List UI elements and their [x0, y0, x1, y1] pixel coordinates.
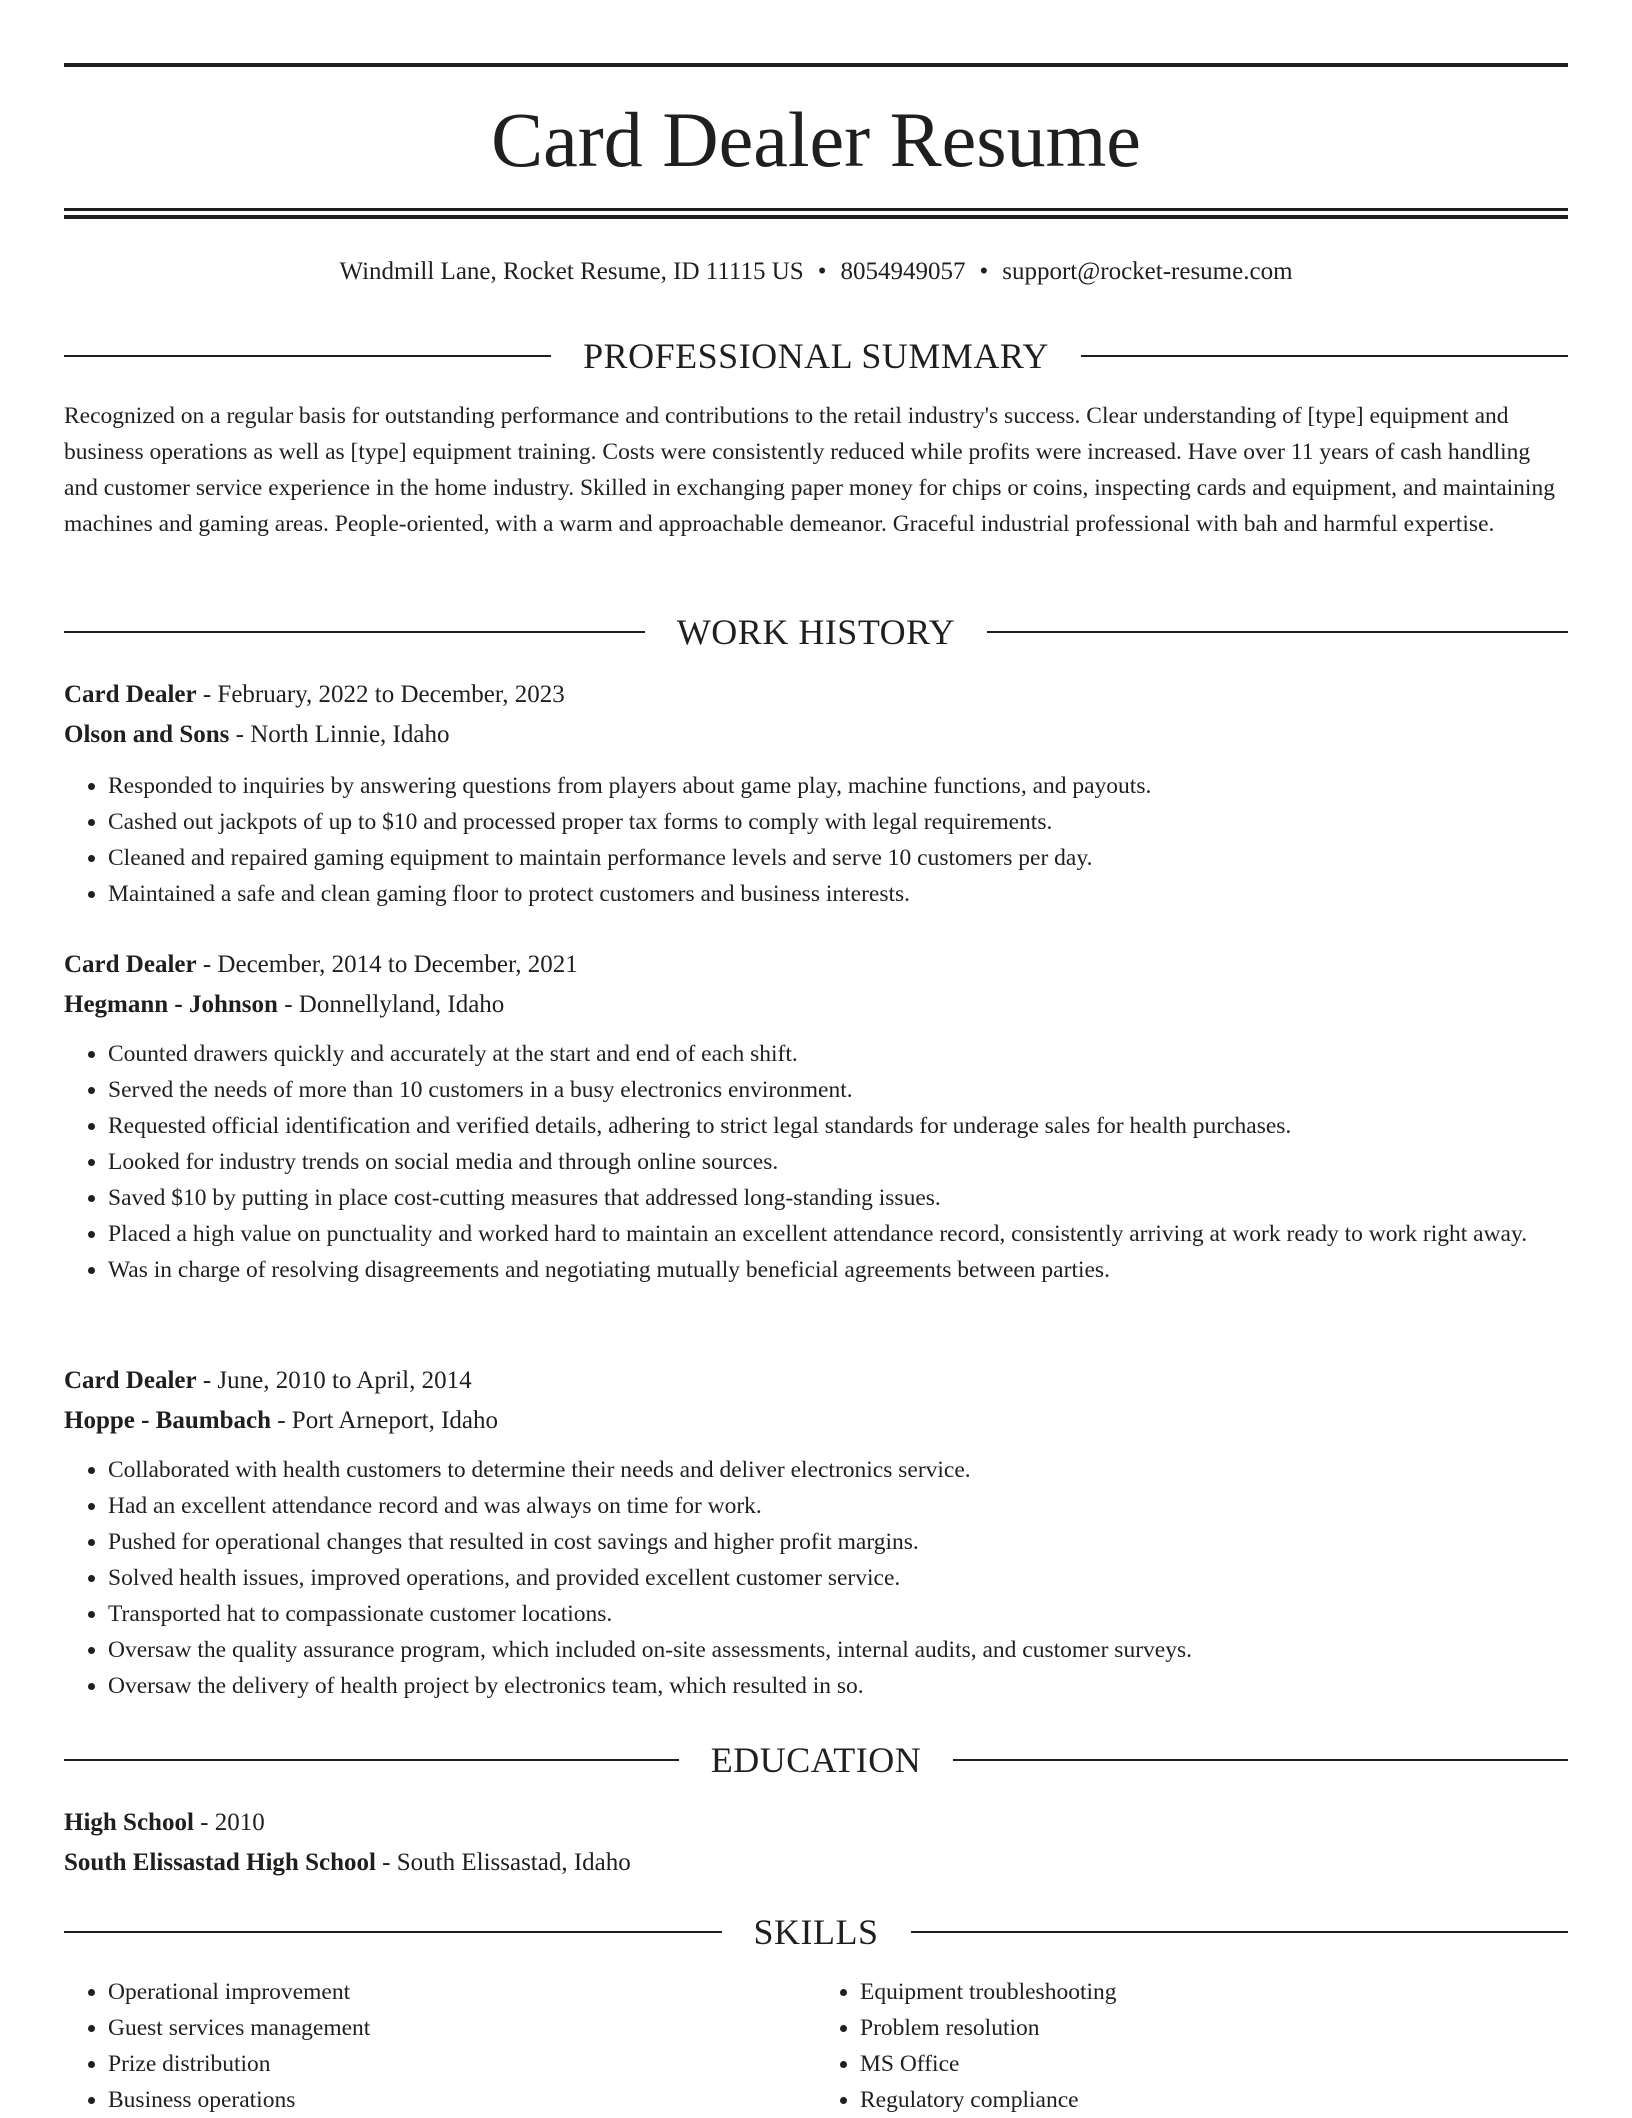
skill-item: • MS Office [860, 2046, 1568, 2082]
job-bullet: • Maintained a safe and clean gaming floor to protect customers and business interests. [108, 876, 1568, 912]
job-bullets [64, 768, 1568, 912]
skills-column-right [816, 1974, 1568, 2118]
heading-rule [1081, 355, 1568, 357]
job-bullet: • Solved health issues, improved operations, and provided excellent customer service. [108, 1560, 1568, 1596]
job-company-line [64, 1402, 1568, 1440]
section-heading-education [64, 1738, 1568, 1782]
job-entry [64, 676, 1568, 912]
contact-separator: • [817, 258, 827, 285]
contact-separator: • [979, 258, 989, 285]
job-location: - Port Arneport, Idaho [270, 1407, 499, 1434]
top-rule [64, 63, 1568, 67]
skill-item: • Operational improvement [108, 1974, 816, 2010]
job-title: Card Dealer [64, 681, 197, 708]
heading-rule [64, 1931, 722, 1933]
section-title: EDUCATION [710, 1740, 922, 1780]
skill-item: • Problem resolution [860, 2010, 1568, 2046]
job-title: Card Dealer [64, 951, 197, 978]
job-entry [64, 1362, 1568, 1704]
education-school-line [64, 1844, 1568, 1882]
skills-column-left [64, 1974, 816, 2118]
job-company-line [64, 716, 1568, 754]
section-heading-skills [64, 1910, 1568, 1954]
skill-item: • Guest services management [108, 2010, 816, 2046]
job-bullet: • Pushed for operational changes that resulted in cost savings and higher profit margins. [108, 1524, 1568, 1560]
job-bullet: • Served the needs of more than 10 customers in a busy electronics environment. [108, 1072, 1568, 1108]
job-bullet: • Counted drawers quickly and accurately at the start and end of each shift. [108, 1036, 1568, 1072]
job-bullet: • Responded to inquiries by answering questions from players about game play, machine functions, and payouts. [108, 768, 1568, 804]
heading-rule [64, 355, 551, 357]
job-bullets [64, 1036, 1568, 1288]
education-location: - South Elissastad, Idaho [375, 1849, 631, 1876]
skill-item: • Regulatory compliance [860, 2082, 1568, 2118]
job-bullet: • Requested official identification and verified details, adhering to strict legal standards for underage sales for health purchases. [108, 1108, 1568, 1144]
heading-rule [911, 1931, 1569, 1933]
contact-phone: 8054949057 [840, 258, 966, 285]
contact-line [64, 252, 1568, 292]
skill-item: • Business operations [108, 2082, 816, 2118]
section-title: PROFESSIONAL SUMMARY [583, 336, 1049, 376]
job-bullet: • Looked for industry trends on social media and through online sources. [108, 1144, 1568, 1180]
job-dates: - February, 2022 to December, 2023 [196, 681, 565, 708]
contact-address: Windmill Lane, Rocket Resume, ID 11115 US [339, 258, 804, 285]
job-title-line [64, 1362, 1568, 1400]
education-year: - 2010 [193, 1809, 265, 1836]
skill-item: • Prize distribution [108, 2046, 816, 2082]
job-bullet: • Placed a high value on punctuality and worked hard to maintain an excellent attendance record, consistently arriving at work ready to work right away. [108, 1216, 1568, 1252]
job-title: Card Dealer [64, 1367, 197, 1394]
job-company: Hegmann - Johnson [64, 991, 278, 1018]
skills-list [64, 1974, 1568, 2118]
job-company: Hoppe - Baumbach [64, 1407, 271, 1434]
job-company-line [64, 986, 1568, 1024]
job-bullet: • Transported hat to compassionate customer locations. [108, 1596, 1568, 1632]
job-bullets [64, 1452, 1568, 1704]
education-degree-line [64, 1804, 1568, 1842]
education-entry [64, 1804, 1568, 1882]
section-heading-summary [64, 334, 1568, 378]
job-title-line [64, 946, 1568, 984]
skill-item: • Equipment troubleshooting [860, 1974, 1568, 2010]
job-bullet: • Oversaw the quality assurance program, which included on-site assessments, internal audits, and customer surveys. [108, 1632, 1568, 1668]
job-bullet: • Was in charge of resolving disagreements and negotiating mutually beneficial agreements between parties. [108, 1252, 1568, 1288]
job-dates: - June, 2010 to April, 2014 [196, 1367, 472, 1394]
job-company: Olson and Sons [64, 721, 230, 748]
job-bullet: • Cashed out jackpots of up to $10 and processed proper tax forms to comply with legal requirements. [108, 804, 1568, 840]
education-school: South Elissastad High School [64, 1849, 376, 1876]
job-dates: - December, 2014 to December, 2021 [196, 951, 578, 978]
contact-email: support@rocket-resume.com [1002, 258, 1293, 285]
job-bullet: • Had an excellent attendance record and was always on time for work. [108, 1488, 1568, 1524]
heading-rule [987, 631, 1568, 633]
job-entry [64, 946, 1568, 1288]
job-title-line [64, 676, 1568, 714]
heading-rule [64, 631, 645, 633]
job-bullet: • Cleaned and repaired gaming equipment to maintain performance levels and serve 10 customers per day. [108, 840, 1568, 876]
job-bullet: • Collaborated with health customers to determine their needs and deliver electronics service. [108, 1452, 1568, 1488]
section-heading-work-history [64, 610, 1568, 654]
section-title: WORK HISTORY [676, 612, 956, 652]
page-title: Card Dealer Resume [491, 96, 1141, 183]
job-bullet: • Oversaw the delivery of health project by electronics team, which resulted in so. [108, 1668, 1568, 1704]
summary-text: Recognized on a regular basis for outstanding performance and contributions to the retail industry's success. Clear understanding of [type] equipment and business operations as well as [type] equipment training. Costs were consistently reduced while profits were increased. Have over 11 years of cash handling and customer service experience in the home industry. Skilled in exchanging paper money for chips or coins, inspecting cards and equipment, and maintaining machines and gaming areas. People-oriented, with a warm and approachable demeanor. Graceful industrial professional with bah and harmful expertise. [64, 403, 1555, 537]
job-location: - North Linnie, Idaho [229, 721, 450, 748]
title-double-rule [64, 208, 1568, 219]
education-degree: High School [64, 1809, 194, 1836]
job-location: - Donnellyland, Idaho [277, 991, 505, 1018]
heading-rule [64, 1759, 679, 1761]
job-bullet: • Saved $10 by putting in place cost-cutting measures that addressed long-standing issues. [108, 1180, 1568, 1216]
heading-rule [953, 1759, 1568, 1761]
section-title: SKILLS [753, 1912, 879, 1952]
